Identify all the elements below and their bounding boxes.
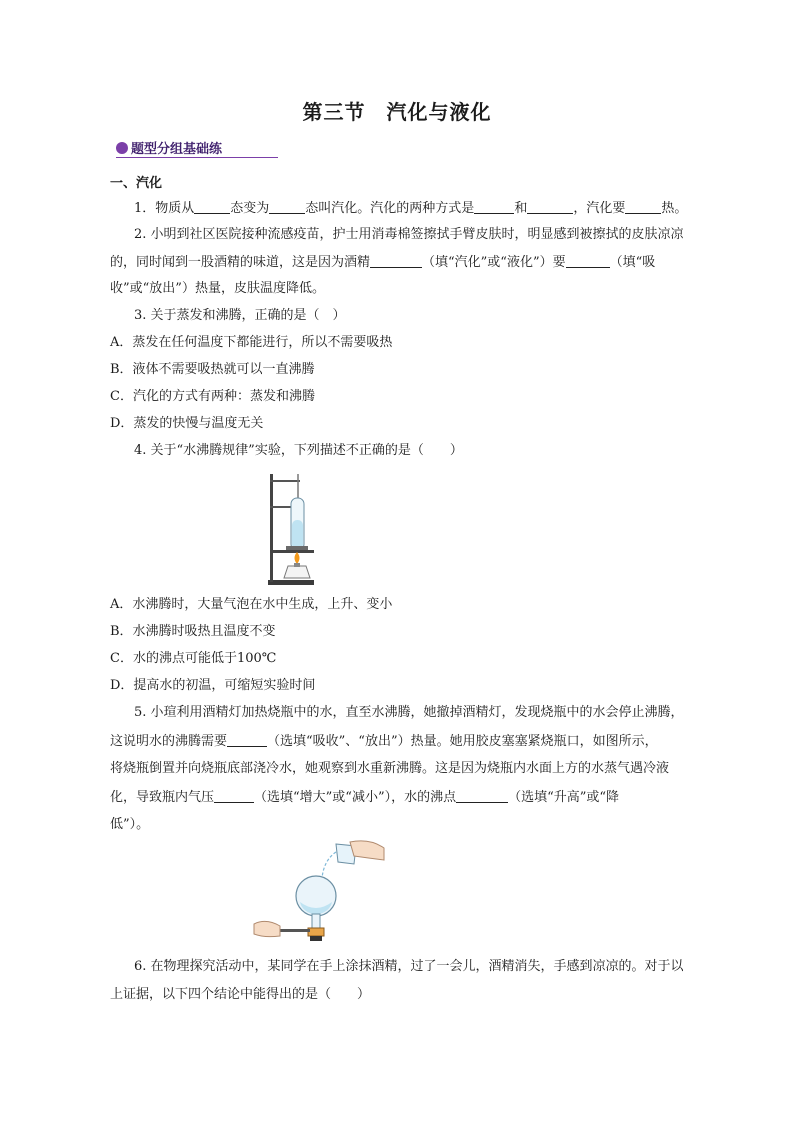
question-5-line-1: 5. 小瑄利用酒精灯加热烧瓶中的水，直至水沸腾，她撤掉酒精灯，发现烧瓶中的水会停止沸腾，: [134, 705, 684, 720]
answer-blank[interactable]: [269, 199, 305, 214]
question-4-option-d: D．提高水的初温，可缩短实验时间: [110, 678, 316, 693]
answer-blank[interactable]: [456, 788, 508, 803]
question-3-option-d: D．蒸发的快慢与温度无关: [110, 416, 264, 431]
question-2-line-1: 2. 小明到社区医院接种流感疫苗，护士用消毒棉签擦拭手臂皮肤时，明显感到被擦拭的皮肤凉凉: [134, 227, 684, 242]
answer-blank[interactable]: [370, 253, 422, 268]
question-1: 1．物质从 态变为 态叫汽化。汽化的两种方式是 和 ，汽化要 热。: [134, 201, 688, 216]
answer-blank[interactable]: [566, 253, 610, 268]
section-badge-label: 题型分组基础练: [131, 142, 223, 157]
question-6-line-1: 6. 在物理探究活动中，某同学在手上涂抹酒精，过了一会儿，酒精消失，手感到凉凉的。对于以: [134, 959, 684, 974]
question-5-line-5: 低”）。: [110, 817, 150, 832]
answer-blank[interactable]: [474, 199, 514, 214]
question-5-line-4: 化，导致瓶内气压 （选填“增大”或“减小”），水的沸点 （选填“升高”或“降: [110, 790, 620, 805]
answer-blank[interactable]: [194, 199, 230, 214]
question-5-line-3: 将烧瓶倒置并向烧瓶底部浇冷水，她观察到水重新沸腾。这是因为烧瓶内水面上方的水蒸气遇冷液: [110, 761, 670, 776]
question-6-line-2: 上证据，以下四个结论中能得出的是（ ）: [110, 987, 371, 1002]
badge-dot-icon: [116, 142, 128, 154]
question-2-line-3: 收”或“放出”）热量，皮肤温度降低。: [110, 281, 325, 296]
question-4-option-a: A．水沸腾时，大量气泡在水中生成，上升、变小: [110, 597, 393, 612]
answer-blank[interactable]: [527, 199, 573, 214]
section-badge: [116, 138, 222, 157]
question-3-option-c: C．汽化的方式有两种：蒸发和沸腾: [110, 389, 315, 404]
section-heading: 一、汽化: [110, 176, 163, 191]
question-3-option-a: A．蒸发在任何温度下都能进行，所以不需要吸热: [110, 335, 393, 350]
question-2-line-2: 的，同时闻到一股酒精的味道，这是因为酒精 （填“汽化”或“液化”）要 （填“吸: [110, 255, 656, 270]
question-4-option-b: B．水沸腾时吸热且温度不变: [110, 624, 276, 639]
boiling-apparatus-figure: [262, 470, 324, 588]
flask-cold-water-figure: [250, 838, 390, 950]
question-4-stem: 4. 关于“水沸腾规律”实验，下列描述不正确的是（ ）: [134, 443, 463, 458]
question-4-option-c: C．水的沸点可能低于100℃: [110, 651, 277, 666]
page-title: 第三节 汽化与液化: [302, 100, 492, 124]
answer-blank[interactable]: [227, 732, 267, 747]
question-3-stem: 3. 关于蒸发和沸腾，正确的是（ ）: [134, 308, 346, 323]
question-3-option-b: B．液体不需要吸热就可以一直沸腾: [110, 362, 315, 377]
question-5-line-2: 这说明水的沸腾需要 （选填“吸收”、“放出”）热量。她用胶皮塞塞紧烧瓶口，如图所示，: [110, 734, 658, 749]
badge-underline: [116, 157, 278, 158]
answer-blank[interactable]: [214, 788, 254, 803]
answer-blank[interactable]: [625, 199, 661, 214]
